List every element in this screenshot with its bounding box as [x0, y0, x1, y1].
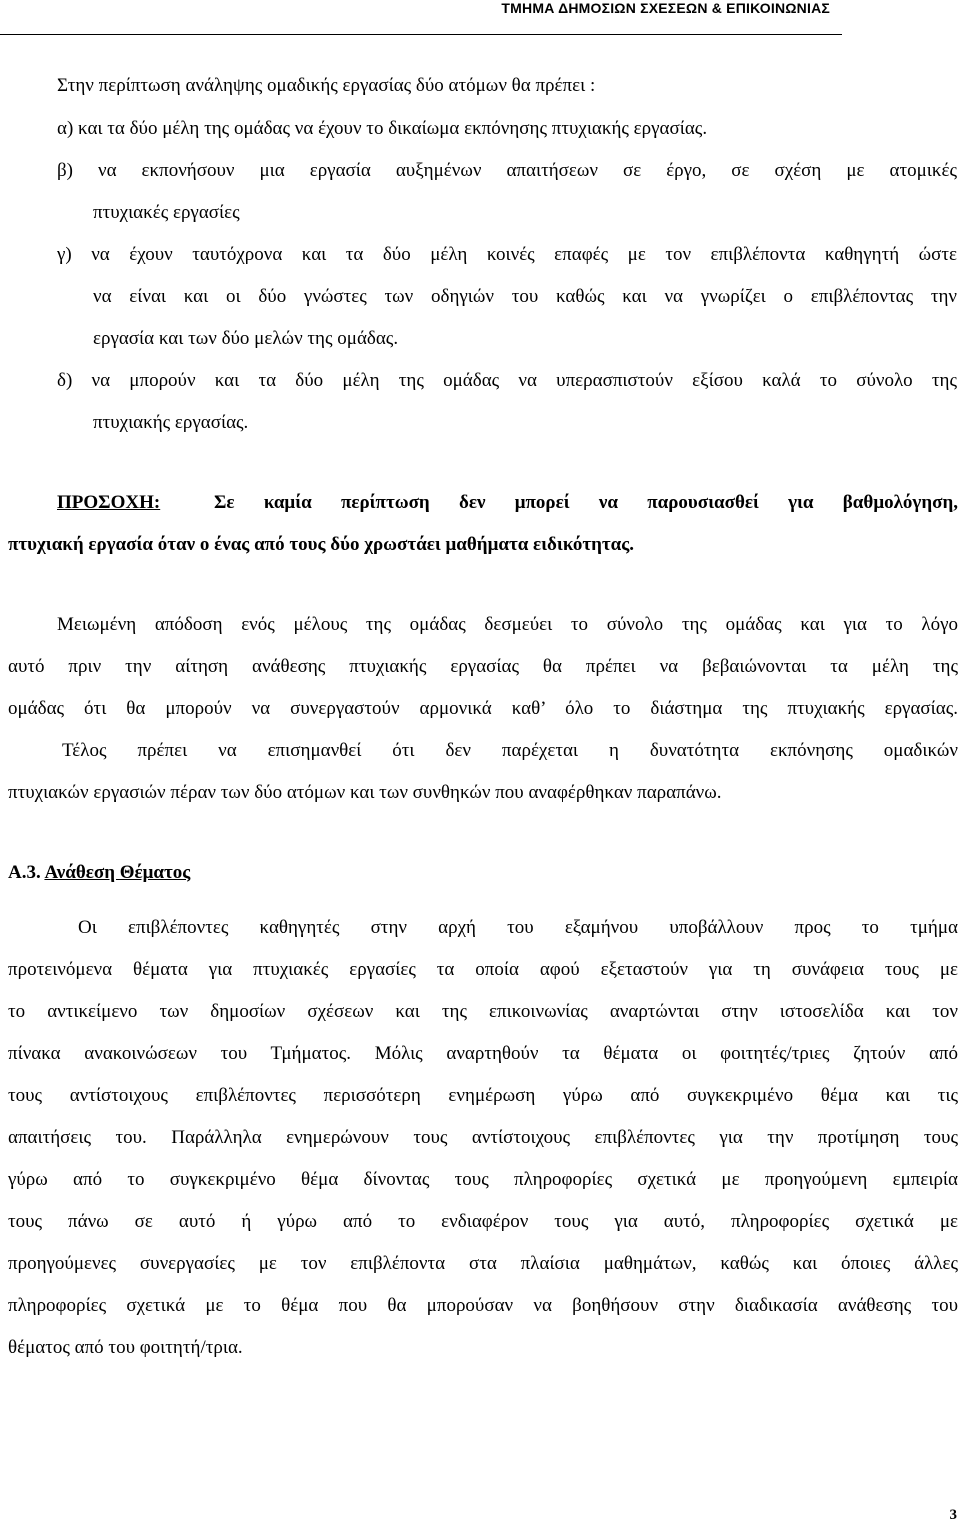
list-item-c-line2: να είναι και οι δύο γνώστες των οδηγιών του καθώς και να γνωρίζει ο επιβλέποντας την	[93, 286, 957, 307]
notice-label: ΠΡΟΣΟΧΗ:	[57, 492, 161, 513]
section-title: Ανάθεση Θέματος	[44, 862, 191, 883]
list-item-b-line1: β) να εκπονήσουν μια εργασία αυξημένων απαιτήσεων σε έργο, σε σχέση με ατομικές	[57, 160, 957, 181]
paragraph2-line10: πληροφορίες σχετικά με το θέμα που θα μπορούσαν να βοηθήσουν στην διαδικασία ανάθεσης του	[8, 1295, 958, 1316]
notice-line1: Σε καμία περίπτωση δεν μπορεί να παρουσιασθεί για βαθμολόγηση,	[214, 492, 958, 513]
list-item-c-line3: εργασία και των δύο μελών της ομάδας.	[93, 328, 399, 349]
paragraph2-line4: πίνακα ανακοινώσεων του Τμήματος. Μόλις αναρτηθούν τα θέματα οι φοιτητές/τριες ζητούν από	[8, 1043, 958, 1064]
intro-text: Στην περίπτωση ανάληψης ομαδικής εργασίας δύο ατόμων θα πρέπει :	[57, 75, 596, 96]
paragraph2-line5: τους αντίστοιχους επιβλέποντες περισσότερη ενημέρωση γύρω από συγκεκριμένο θέμα και τις	[8, 1085, 958, 1106]
paragraph2-line9: προηγούμενες συνεργασίες με τον επιβλέποντα στα πλαίσια μαθημάτων, καθώς και όποιες άλλες	[8, 1253, 958, 1274]
paragraph2-line8: τους πάνω σε αυτό ή γύρω από το ενδιαφέρον τους για αυτό, πληροφορίες σχετικά με	[8, 1211, 958, 1232]
section-heading	[8, 863, 190, 882]
paragraph1-line3: ομάδας ότι θα μπορούν να συνεργαστούν αρμονικά καθ’ όλο το διάστημα της πτυχιακής εργασίας.	[8, 698, 958, 719]
paragraph2-line1: Οι επιβλέποντες καθηγητές στην αρχή του εξαμήνου υποβάλλουν προς το τμήμα	[78, 917, 958, 938]
header-title: ΤΜΗΜΑ ΔΗΜΟΣΙΩΝ ΣΧΕΣΕΩΝ & ΕΠΙΚΟΙΝΩΝΙΑΣ	[501, 0, 830, 16]
paragraph2-line6: απαιτήσεις του. Παράλληλα ενημερώνουν τους αντίστοιχους επιβλέποντες για την προτίμηση τους	[8, 1127, 958, 1148]
paragraph2-line7: γύρω από το συγκεκριμένο θέμα δίνοντας τους πληροφορίες σχετικά με προηγούμενη εμπειρία	[8, 1169, 958, 1190]
paragraph1-line4: Τέλος πρέπει να επισημανθεί ότι δεν παρέχεται η δυνατότητα εκπόνησης ομαδικών	[62, 740, 958, 761]
paragraph2-line11: θέματος από του φοιτητή/τρια.	[8, 1337, 243, 1358]
page-header	[0, 0, 842, 35]
section-number: Α.3.	[8, 862, 41, 883]
page-number: 3	[949, 1507, 957, 1523]
paragraph2-line2: προτεινόμενα θέματα για πτυχιακές εργασίες τα οποία αφού εξεταστούν για τη συνάφεια τους με	[8, 959, 958, 980]
list-item-b-line2: πτυχιακές εργασίες	[93, 202, 240, 223]
list-item-c-line1: γ) να έχουν ταυτόχρονα και τα δύο μέλη κοινές επαφές με τον επιβλέποντα καθηγητή ώστε	[57, 244, 957, 265]
paragraph1-line1: Μειωμένη απόδοση ενός μέλους της ομάδας δεσμεύει το σύνολο της ομάδας και για το λόγο	[57, 614, 958, 635]
paragraph1-line5: πτυχιακών εργασιών πέραν των δύο ατόμων και των συνθηκών που αναφέρθηκαν παραπάνω.	[8, 782, 722, 803]
list-item-d-line2: πτυχιακής εργασίας.	[93, 412, 249, 433]
notice-line2: πτυχιακή εργασία όταν ο ένας από τους δύο χρωστάει μαθήματα ειδικότητας.	[8, 534, 634, 555]
list-item-d-line1: δ) να μπορούν και τα δύο μέλη της ομάδας να υπερασπιστούν εξίσου καλά το σύνολο της	[57, 370, 957, 391]
paragraph2-line3: το αντικείμενο των δημοσίων σχέσεων και της επικοινωνίας αναρτώνται στην ιστοσελίδα και τον	[8, 1001, 958, 1022]
list-item-a: α) και τα δύο μέλη της ομάδας να έχουν το δικαίωμα εκπόνησης πτυχιακής εργασίας.	[57, 118, 708, 139]
paragraph1-line2: αυτό πριν την αίτηση ανάθεσης πτυχιακής εργασίας θα πρέπει να βεβαιώνονται τα μέλη της	[8, 656, 958, 677]
